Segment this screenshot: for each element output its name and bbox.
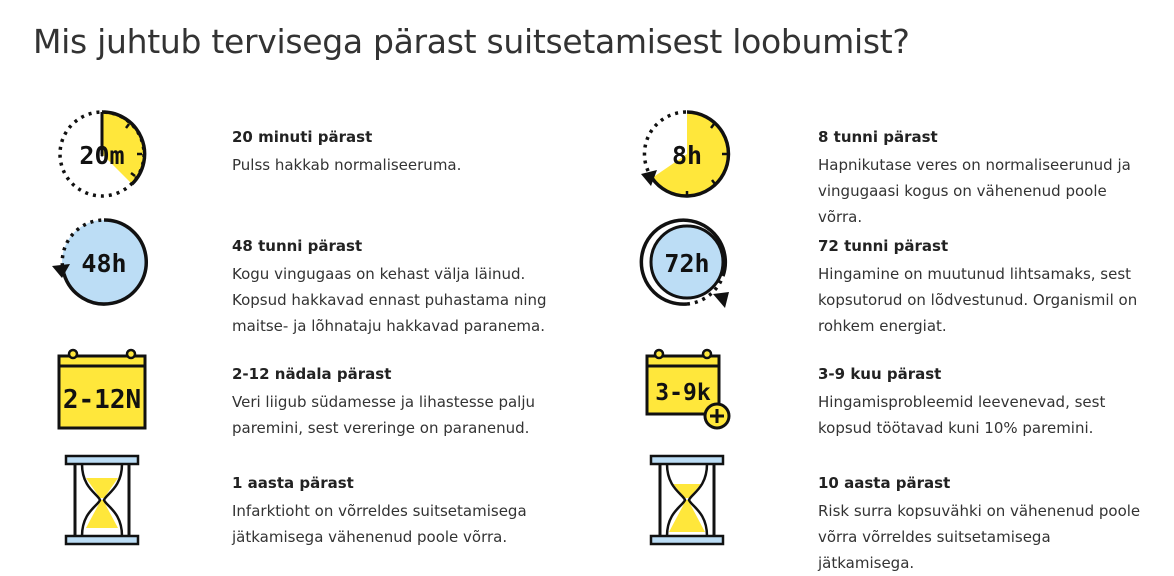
calendar-label: 3-9k: [655, 380, 711, 406]
milestone-description: Pulss hakkab normaliseeruma.: [232, 156, 462, 174]
circle-72h-icon: [627, 214, 747, 314]
circle-48h-icon: [42, 214, 162, 314]
milestone-description: Hingamine on muutunud lihtsamaks, sest kopsutorud on lõdvestunud. Organismil on rohkem energiat.: [818, 265, 1138, 335]
hourglass-icon: [627, 452, 747, 552]
clock-20m-icon: [42, 104, 162, 204]
milestone-heading: 3-9 kuu pärast: [818, 365, 942, 383]
milestone-description: Veri liigub südamesse ja lihastesse palju paremini, sest vereringe on paranenud.: [232, 393, 536, 437]
milestone-description: Hapnikutase veres on normaliseerunud ja vingugaasi kogus on vähenenud poole võrra.: [818, 156, 1131, 226]
clock-8h-icon: [627, 104, 747, 204]
milestone-heading: 2-12 nädala pärast: [232, 365, 392, 383]
circle-label: 48h: [81, 249, 127, 278]
milestone-heading: 20 minuti pärast: [232, 128, 373, 146]
milestone-heading: 10 aasta pärast: [818, 474, 951, 492]
milestone-heading: 8 tunni pärast: [818, 128, 938, 146]
circle-label: 72h: [664, 249, 710, 278]
hourglass-icon: [42, 452, 162, 552]
calendar-2-12n-icon: [42, 346, 162, 446]
clock-label: 20m: [79, 141, 125, 170]
calendar-3-9k-icon: [627, 346, 747, 446]
milestone-heading: 1 aasta pärast: [232, 474, 354, 492]
milestone-description: Infarktioht on võrreldes suitsetamisega jätkamisega vähenenud poole võrra.: [232, 502, 527, 546]
milestone-description: Risk surra kopsuvähki on vähenenud poole võrra võrreldes suitsetamisega jätkamisega.: [818, 502, 1141, 572]
milestone-heading: 72 tunni pärast: [818, 237, 949, 255]
milestone-heading: 48 tunni pärast: [232, 237, 363, 255]
milestone-description: Hingamisprobleemid leevenevad, sest kopsud töötavad kuni 10% paremini.: [818, 393, 1106, 437]
milestone-description: Kogu vingugaas on kehast välja läinud. Kopsud hakkavad ennast puhastama ning maitse- ja lõhnataju hakkavad paranema.: [232, 265, 547, 335]
page-title: Mis juhtub tervisega pärast suitsetamisest loobumist?: [33, 22, 910, 61]
calendar-label: 2-12N: [62, 385, 142, 415]
clock-label: 8h: [671, 141, 703, 170]
